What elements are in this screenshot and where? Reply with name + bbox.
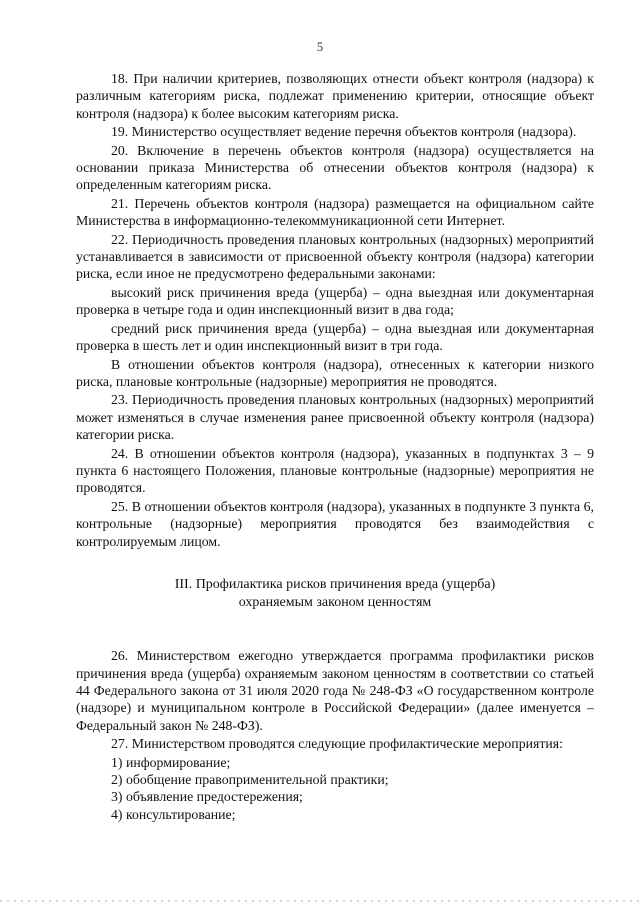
list-item: 4) консультирование; [111, 806, 236, 822]
paragraph-24: 24. В отношении объектов контроля (надзора), указанных в подпунктах 3 – 9 пункта 6 настоящего Положения, плановые контрольные (надзорные) мероприятия не проводятся. [76, 445, 594, 496]
paragraph-22: 22. Периодичность проведения плановых контрольных (надзорных) мероприятий устанавливается в зависимости от присвоенной объекту контроля (надзора) категории риска, если иное не предусмотрено федеральными законами: [76, 231, 594, 282]
paragraph-19: 19. Министерство осуществляет ведение перечня объектов контроля (надзора). [111, 124, 577, 140]
document-body [76, 70, 594, 823]
paragraph-low-risk: В отношении объектов контроля (надзора), отнесенных к категории низкого риска, плановые контрольные (надзорные) мероприятия не проводятся. [76, 356, 594, 389]
paragraph-27: 27. Министерством проводятся следующие профилактические мероприятия: [111, 736, 563, 752]
page-number: 5 [316, 40, 324, 54]
paragraph-high-risk: высокий риск причинения вреда (ущерба) – одна выездная или документарная проверка в четыре года и один инспекционный визит в два года; [76, 284, 594, 318]
paragraph-25: 25. В отношении объектов контроля (надзора), указанных в подпункте 3 пункта 6, контрольные (надзорные) мероприятия проводятся без взаимодействия с контролируемым лицом. [76, 498, 594, 549]
paragraph-20: 20. Включение в перечень объектов контроля (надзора) осуществляется на основании приказа Министерства об отнесении объектов контроля (надзора) к определенным категориям риска. [76, 142, 594, 193]
paragraph-23: 23. Периодичность проведения плановых контрольных (надзорных) мероприятий может изменяться в случае изменения ранее присвоенной объекту контроля (надзора) категории риска. [76, 392, 594, 443]
paragraph-18: 18. При наличии критериев, позволяющих отнести объект контроля (надзора) к различным категориям риска, подлежат применению критерии, относящие объект контроля (надзора) к более высоким категориям риска. [76, 71, 594, 121]
list-item: 1) информирование; [111, 754, 231, 770]
list-item: 2) обобщение правоприменительной практики; [111, 772, 389, 787]
scan-edge-divider [0, 900, 640, 902]
paragraph-medium-risk: средний риск причинения вреда (ущерба) – одна выездная или документарная проверка в шесть лет и один инспекционный визит в три года. [76, 320, 594, 354]
paragraph-26: 26. Министерством ежегодно утверждается программа профилактики рисков причинения вреда (ущерба) охраняемым законом ценностям в соответствии со статьей 44 Федерального закона от 31 июля 2020 года № 248-ФЗ «О государственном контроле (надзоре) и муниципальном контроле в Российской Федерации» (далее именуется – Федеральный закон № 248-ФЗ). [76, 648, 594, 733]
section-heading-line-1: III. Профилактика рисков причинения вреда (ущерба) [174, 576, 496, 592]
section-heading-line-2: охраняемым законом ценностям [238, 594, 432, 610]
section-heading [76, 576, 594, 611]
paragraph-21: 21. Перечень объектов контроля (надзора) размещается на официальном сайте Министерства в информационно-телекоммуникационной сети Интернет. [76, 195, 594, 229]
list-item: 3) объявление предостережения; [111, 789, 303, 805]
